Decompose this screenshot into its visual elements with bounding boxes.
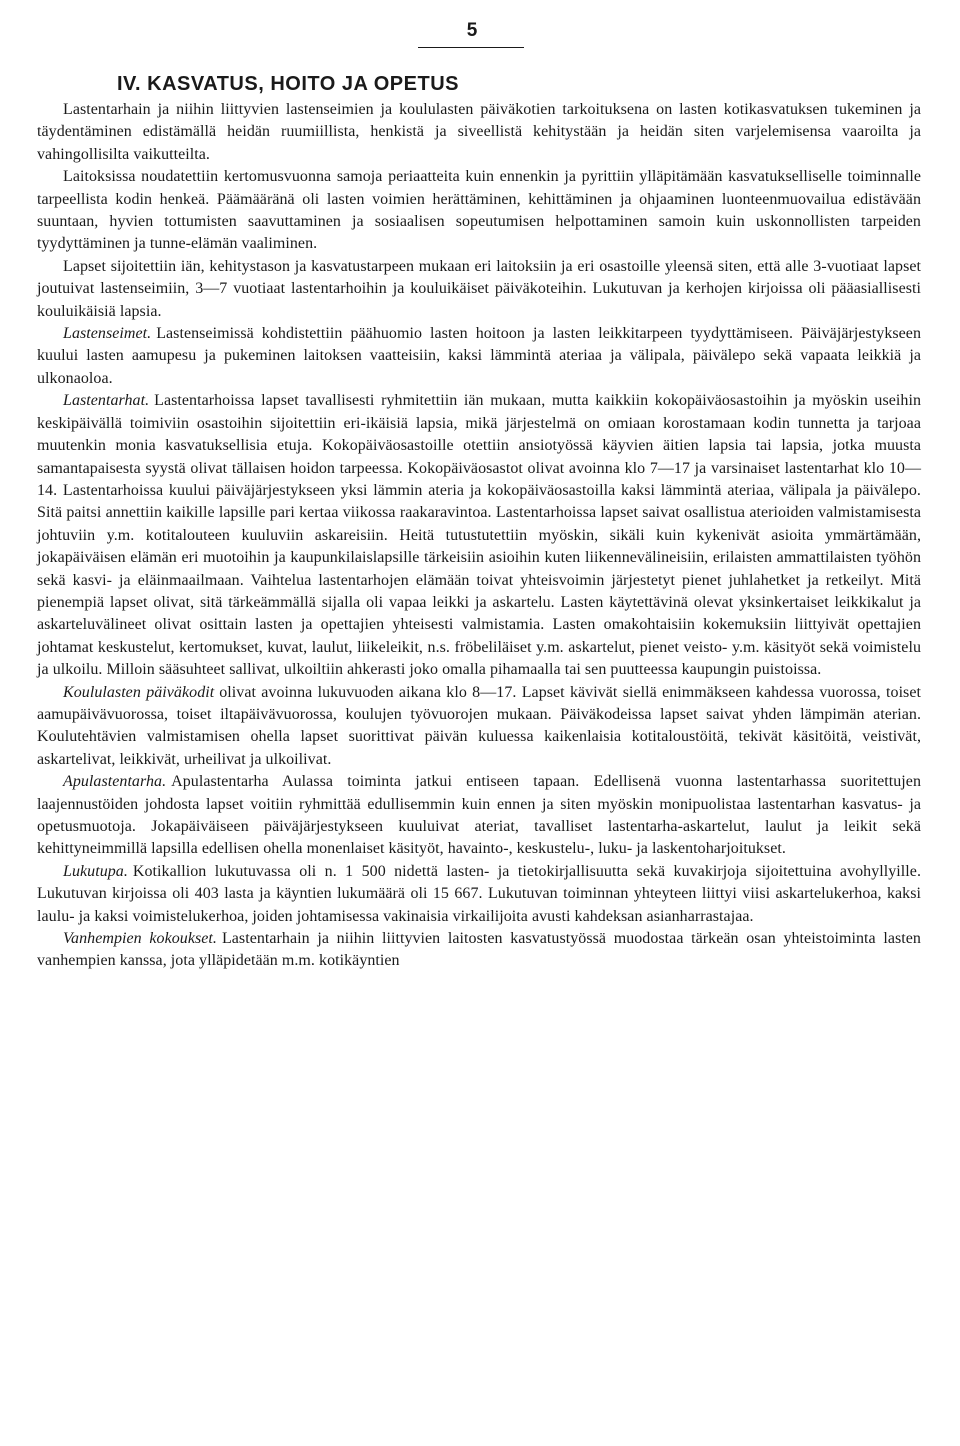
paragraph — [37, 861, 921, 928]
paragraph-text: Lastentarhain ja niihin liittyvien lastenseimien ja koululasten päiväkotien tarkoituksena on lasten kotikasvatuksen tukeminen ja täydentäminen edistämällä heidän ruumiillista, henkistä ja siveellistä kehitystään ja heidän siten varjelemisensa vaaroilta ja vahingollisilta vaikutteilta. — [37, 101, 921, 163]
paragraph — [37, 771, 921, 861]
paragraph-heading: Koululasten päiväkodit — [63, 683, 215, 701]
section-title: IV. KASVATUS, HOITO JA OPETUS — [117, 73, 459, 95]
paragraph-text: Laitoksissa noudatettiin kertomusvuonna samoja periaatteita kuin ennenkin ja pyrittiin ylläpitämään kasvatukselliselle toiminnalle tarpeellista kodin henkeä. Päämääränä oli lasten voimien herättäminen, kehittäminen ja ohjaaminen luonteenmuovailua edistävään suuntaan, hyvien tottumisten saavuttaminen ja sosiaalisen sopeutumisen helpottaminen samoin kuin uskonnollisten tarpeiden tyydyttäminen ja tunne-elämän vaaliminen. — [37, 168, 921, 253]
paragraph-text: Kotikallion lukutuvassa oli n. 1 500 nidettä lasten- ja tietokirjallisuutta sekä kuvakirjoja sijoitettuina avohyllyille. Lukutuvan kirjoissa oli 403 lasta ja käyntien lukumäärä oli 15 667. Lukutuvan toiminnan yhteyteen liittyi viisi askartelukerhoa, kaksi laulu- ja kaksi voimistelukerhoa, joiden johtamisessa vakinaisia virkailijoita avusti kahdeksan asianharrastajaa. — [37, 862, 921, 925]
body-text — [37, 99, 921, 973]
paragraph — [37, 682, 921, 772]
paragraph-heading: Lastentarhat. — [63, 392, 150, 410]
paragraph-heading: Lastenseimet. — [63, 325, 152, 343]
paragraph — [37, 390, 921, 681]
paragraph-text: olivat avoinna lukuvuoden aikana klo 8—17. Lapset kävivät siellä enimmäkseen kahdessa vuorossa, toiset aamupäivävuorossa, toiset iltapäivävuorossa, koulujen työvuorojen mukaan. Päiväkodeissa lapset saivat yhden lämpimän aterian. Koulutehtävien valmistamisen ohella lapset suorittivat päivän kuluessa kaikenlaisia kotitaloustöitä, tekivät käsitöitä, veistivät, askartelivat, leikkivät, urheilivat ja ulkoilivat. — [37, 683, 921, 768]
paragraph — [37, 99, 921, 166]
paragraph-text: Lapset sijoitettiin iän, kehitystason ja kasvatustarpeen mukaan eri laitoksiin ja eri osastoille yleensä siten, että alle 3-vuotiaat lapset joutuivat lastenseimiin, 3—7 vuotiaat lastentarhoihin ja kouluikäiset päiväkoteihin. Lukutuvan ja kerhojen kirjoissa oli pääasiallisesti kouluikäisiä lapsia. — [37, 257, 921, 320]
paragraph-text: Lastentarhain ja niihin liittyvien laitosten kasvatustyössä muodostaa tärkeän osan yhteistoiminta lasten vanhempien kanssa, jota ylläpidetään m.m. kotikäyntien — [37, 930, 921, 970]
paragraph-text: Lastentarhoissa lapset tavallisesti ryhmitettiin iän mukaan, mutta kaikkiin kokopäiväosastoihin ja myöskin useihin keskipäivällä toimiviin osastoihin sijoitettiin eri-ikäisiä lapsia, mikä järjestelmä on omiaan korostamaan kodin tunnetta ja tarjoaa muutenkin monia kasvatuksellisia etuja. Kokopäiväosastoille otettiin ansiotyössä käyvien äitien lapsia tai lapsia, jotka muusta samantapaisesta syystä olivat tällaisen hoidon tarpeessa. Kokopäiväosastot olivat avoinna klo 7—17 ja varsinaiset lastentarhat klo 10—14. Lastentarhoissa kuului päiväjärjestykseen yksi lämmin ateria ja kokopäiväosastoilla kaksi lämmintä ateriaa, välipala ja päivälepo. Sitä paitsi annettiin kaikille lapsille pari kertaa viikossa raakaravintoa. Lastentarhoissa lapset saivat osallistua aterioiden valmistamisesta johtuviin y.m. kotitalouteen kuuluviin askareisiin. Heitä tutustutettiin myöskin, sikäli kuin kykenivät asioita ymmärtämään, jokapäiväisen elämän eri muotoihin ja kaupunkilaislapsille tärkeisiin asioihin kuten liikennevälineisiin, erilaisten ammattilaisten työhön sekä kasvi- ja eläinmaailmaan. Vaihtelua lastentarhojen elämään toivat yhteisvoimin järjestetyt pienet juhlahetket ja retkeilyt. Mitä pienempiä lapset olivat, sitä tärkeämmällä sijalla oli vapaa leikki ja askartelu. Lasten käytettävinä olevat yksinkertaiset leikkikalut ja askarteluvälineet olivat osittain lasten ja opettajien yhteisesti valmistamia. Lasten omakohtaisiin kokemuksiin liittyivät opettajien johtamat keskustelut, kertomukset, kuvat, laulut, liikeleikit, n.s. fröbeliläiset y.m. askartelut, pienet veisto- y.m. käsityöt sekä voimistelu ja ulkoilu. Milloin sääsuhteet sallivat, ulkoiltiin ahkerasti joko omalla pihamaalla tai sen puutteessa kaupungin puistoissa. — [37, 392, 921, 679]
paragraph-text: Lastenseimissä kohdistettiin päähuomio lasten hoitoon ja lasten leikkitarpeen tyydyttämiseen. Päiväjärjestykseen kuului lasten aamupesu ja pukeminen laitoksen vaatteisiin, kaksi lämmintä ateriaa ja välipala, päivälepo sekä vapaata leikkiä ja ulkonaoloa. — [37, 325, 921, 387]
paragraph-text: Apulastentarha Aulassa toiminta jatkui entiseen tapaan. Edellisenä vuonna lastentarhassa suoritettujen laajennustöiden johdosta lapset voitiin ryhmittää edullisemmin kuin ennen ja siten myöskin monipuolistaa lastentarhan kasvatus- ja opetusmuotoja. Jokapäiväiseen päiväjärjestykseen kuuluivat ateriat, tavalliset lastentarha-askartelut, laulut ja leikit sekä kehittyneimmillä lapsilla edellisen ohella monenlaiset käsityöt, havainto-, keskustelu-, luku- ja laskentoharjoitukset. — [37, 773, 921, 858]
page-number: 5 — [466, 20, 478, 41]
paragraph — [37, 166, 921, 256]
header-rule — [418, 47, 524, 48]
paragraph — [37, 256, 921, 323]
paragraph — [37, 323, 921, 390]
paragraph — [37, 928, 921, 973]
paragraph-heading: Apulastentarha. — [63, 773, 167, 791]
paragraph-heading: Vanhempien kokoukset. — [63, 930, 217, 948]
paragraph-heading: Lukutupa. — [63, 862, 128, 880]
